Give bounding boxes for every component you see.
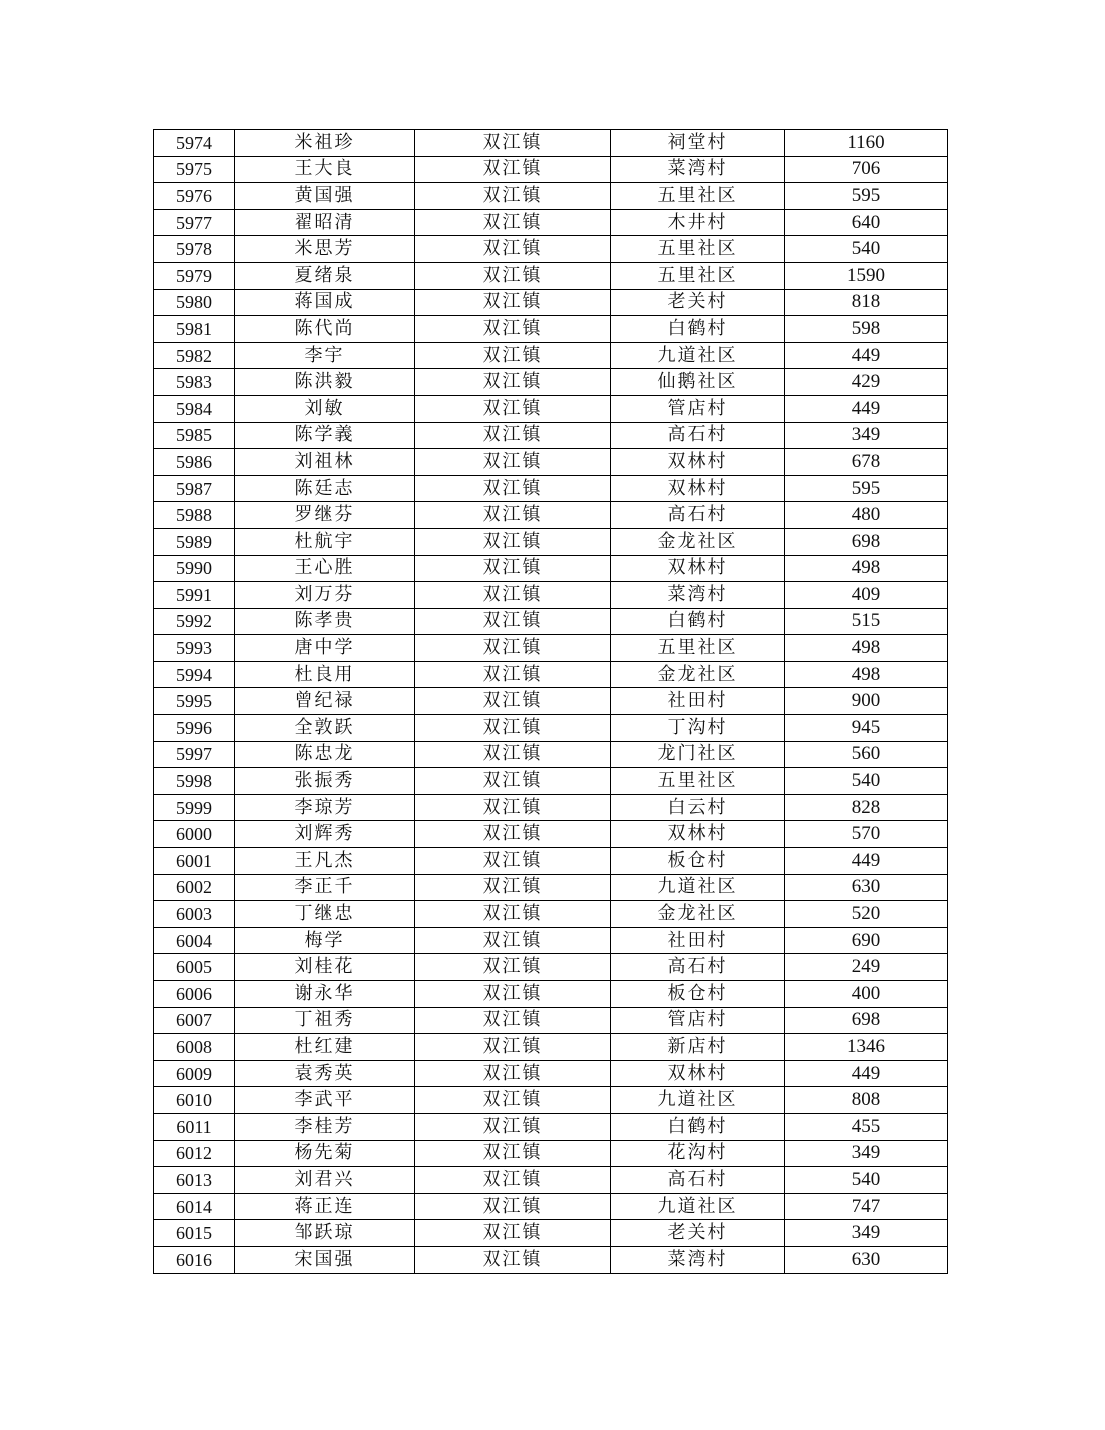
table-row <box>154 1087 948 1114</box>
row-number-cell: 5993 <box>154 635 235 662</box>
amount-cell: 498 <box>785 635 948 662</box>
person-name-cell: 米祖珍 <box>235 130 415 157</box>
person-name-cell: 丁祖秀 <box>235 1007 415 1034</box>
town-cell: 双江镇 <box>415 981 611 1008</box>
row-number-cell: 5978 <box>154 236 235 263</box>
table-row <box>154 316 948 343</box>
person-name-cell: 陈忠龙 <box>235 741 415 768</box>
row-number-cell: 5995 <box>154 688 235 715</box>
village-cell: 高石村 <box>611 422 785 449</box>
table-row <box>154 1167 948 1194</box>
table-row <box>154 342 948 369</box>
village-cell: 九道社区 <box>611 342 785 369</box>
row-number-cell: 6007 <box>154 1007 235 1034</box>
row-number-cell: 6014 <box>154 1193 235 1220</box>
person-name-cell: 谢永华 <box>235 981 415 1008</box>
town-cell: 双江镇 <box>415 1007 611 1034</box>
town-cell: 双江镇 <box>415 1113 611 1140</box>
person-name-cell: 王心胜 <box>235 555 415 582</box>
person-name-cell: 刘敏 <box>235 395 415 422</box>
row-number-cell: 5987 <box>154 475 235 502</box>
person-name-cell: 丁继忠 <box>235 901 415 928</box>
table-row <box>154 555 948 582</box>
person-name-cell: 陈孝贵 <box>235 608 415 635</box>
table-row <box>154 582 948 609</box>
person-name-cell: 刘桂花 <box>235 954 415 981</box>
person-name-cell: 陈代尚 <box>235 316 415 343</box>
person-name-cell: 宋国强 <box>235 1246 415 1273</box>
town-cell: 双江镇 <box>415 1087 611 1114</box>
amount-cell: 560 <box>785 741 948 768</box>
village-cell: 高石村 <box>611 502 785 529</box>
row-number-cell: 5986 <box>154 449 235 476</box>
town-cell: 双江镇 <box>415 130 611 157</box>
row-number-cell: 5984 <box>154 395 235 422</box>
person-name-cell: 李桂芳 <box>235 1113 415 1140</box>
village-cell: 祠堂村 <box>611 130 785 157</box>
amount-cell: 570 <box>785 821 948 848</box>
town-cell: 双江镇 <box>415 661 611 688</box>
table-row <box>154 1193 948 1220</box>
village-cell: 管店村 <box>611 1007 785 1034</box>
village-cell: 新店村 <box>611 1034 785 1061</box>
person-name-cell: 王凡杰 <box>235 848 415 875</box>
town-cell: 双江镇 <box>415 768 611 795</box>
row-number-cell: 6011 <box>154 1113 235 1140</box>
person-name-cell: 李琼芳 <box>235 794 415 821</box>
amount-cell: 349 <box>785 1220 948 1247</box>
table-row <box>154 236 948 263</box>
amount-cell: 698 <box>785 1007 948 1034</box>
table-row <box>154 874 948 901</box>
village-cell: 白鹤村 <box>611 608 785 635</box>
person-name-cell: 李正千 <box>235 874 415 901</box>
table-row <box>154 1220 948 1247</box>
row-number-cell: 6000 <box>154 821 235 848</box>
table-row <box>154 768 948 795</box>
town-cell: 双江镇 <box>415 821 611 848</box>
person-name-cell: 梅学 <box>235 927 415 954</box>
amount-cell: 400 <box>785 981 948 1008</box>
town-cell: 双江镇 <box>415 449 611 476</box>
person-name-cell: 陈廷志 <box>235 475 415 502</box>
table-row <box>154 688 948 715</box>
amount-cell: 409 <box>785 582 948 609</box>
amount-cell: 595 <box>785 183 948 210</box>
village-cell: 双林村 <box>611 1060 785 1087</box>
table-row <box>154 502 948 529</box>
person-name-cell: 刘辉秀 <box>235 821 415 848</box>
table-row <box>154 449 948 476</box>
person-name-cell: 唐中学 <box>235 635 415 662</box>
table-row <box>154 369 948 396</box>
person-name-cell: 全敦跃 <box>235 715 415 742</box>
row-number-cell: 5974 <box>154 130 235 157</box>
row-number-cell: 5999 <box>154 794 235 821</box>
row-number-cell: 5997 <box>154 741 235 768</box>
table-row <box>154 1007 948 1034</box>
village-cell: 高石村 <box>611 1167 785 1194</box>
table-row <box>154 395 948 422</box>
town-cell: 双江镇 <box>415 369 611 396</box>
person-name-cell: 张振秀 <box>235 768 415 795</box>
town-cell: 双江镇 <box>415 1034 611 1061</box>
table-row <box>154 927 948 954</box>
row-number-cell: 6015 <box>154 1220 235 1247</box>
village-cell: 金龙社区 <box>611 661 785 688</box>
amount-cell: 498 <box>785 661 948 688</box>
row-number-cell: 6006 <box>154 981 235 1008</box>
row-number-cell: 6001 <box>154 848 235 875</box>
amount-cell: 480 <box>785 502 948 529</box>
town-cell: 双江镇 <box>415 342 611 369</box>
person-name-cell: 邹跃琼 <box>235 1220 415 1247</box>
row-number-cell: 6003 <box>154 901 235 928</box>
table-row <box>154 1113 948 1140</box>
village-cell: 管店村 <box>611 395 785 422</box>
amount-cell: 598 <box>785 316 948 343</box>
row-number-cell: 5982 <box>154 342 235 369</box>
town-cell: 双江镇 <box>415 475 611 502</box>
town-cell: 双江镇 <box>415 635 611 662</box>
amount-cell: 747 <box>785 1193 948 1220</box>
table-row <box>154 715 948 742</box>
village-cell: 板仓村 <box>611 981 785 1008</box>
table-row <box>154 1060 948 1087</box>
town-cell: 双江镇 <box>415 502 611 529</box>
table-row <box>154 901 948 928</box>
table-row <box>154 209 948 236</box>
town-cell: 双江镇 <box>415 422 611 449</box>
person-name-cell: 曾纪禄 <box>235 688 415 715</box>
person-name-cell: 陈洪毅 <box>235 369 415 396</box>
person-name-cell: 蒋国成 <box>235 289 415 316</box>
table-row <box>154 848 948 875</box>
amount-cell: 455 <box>785 1113 948 1140</box>
table-row <box>154 130 948 157</box>
person-name-cell: 黄国强 <box>235 183 415 210</box>
town-cell: 双江镇 <box>415 289 611 316</box>
table-row <box>154 156 948 183</box>
village-cell: 龙门社区 <box>611 741 785 768</box>
amount-cell: 690 <box>785 927 948 954</box>
table-row <box>154 741 948 768</box>
person-name-cell: 李武平 <box>235 1087 415 1114</box>
amount-cell: 630 <box>785 1246 948 1273</box>
roster-table <box>153 129 948 1274</box>
person-name-cell: 米思芳 <box>235 236 415 263</box>
village-cell: 双林村 <box>611 475 785 502</box>
village-cell: 双林村 <box>611 449 785 476</box>
town-cell: 双江镇 <box>415 209 611 236</box>
town-cell: 双江镇 <box>415 688 611 715</box>
person-name-cell: 李宇 <box>235 342 415 369</box>
amount-cell: 640 <box>785 209 948 236</box>
amount-cell: 249 <box>785 954 948 981</box>
town-cell: 双江镇 <box>415 582 611 609</box>
table-row <box>154 289 948 316</box>
person-name-cell: 翟昭清 <box>235 209 415 236</box>
person-name-cell: 刘祖林 <box>235 449 415 476</box>
town-cell: 双江镇 <box>415 954 611 981</box>
village-cell: 板仓村 <box>611 848 785 875</box>
village-cell: 金龙社区 <box>611 528 785 555</box>
person-name-cell: 杜良用 <box>235 661 415 688</box>
town-cell: 双江镇 <box>415 1220 611 1247</box>
amount-cell: 449 <box>785 848 948 875</box>
town-cell: 双江镇 <box>415 316 611 343</box>
village-cell: 双林村 <box>611 821 785 848</box>
amount-cell: 515 <box>785 608 948 635</box>
town-cell: 双江镇 <box>415 156 611 183</box>
amount-cell: 945 <box>785 715 948 742</box>
person-name-cell: 杜红建 <box>235 1034 415 1061</box>
person-name-cell: 杜航宇 <box>235 528 415 555</box>
village-cell: 菜湾村 <box>611 1246 785 1273</box>
village-cell: 五里社区 <box>611 635 785 662</box>
table-row <box>154 608 948 635</box>
town-cell: 双江镇 <box>415 901 611 928</box>
village-cell: 五里社区 <box>611 262 785 289</box>
table-row <box>154 422 948 449</box>
village-cell: 老关村 <box>611 289 785 316</box>
village-cell: 木井村 <box>611 209 785 236</box>
town-cell: 双江镇 <box>415 608 611 635</box>
row-number-cell: 5981 <box>154 316 235 343</box>
table-row <box>154 1140 948 1167</box>
village-cell: 社田村 <box>611 688 785 715</box>
village-cell: 白云村 <box>611 794 785 821</box>
village-cell: 九道社区 <box>611 1193 785 1220</box>
village-cell: 五里社区 <box>611 768 785 795</box>
table-row <box>154 821 948 848</box>
amount-cell: 429 <box>785 369 948 396</box>
person-name-cell: 刘万芬 <box>235 582 415 609</box>
person-name-cell: 罗继芬 <box>235 502 415 529</box>
town-cell: 双江镇 <box>415 794 611 821</box>
row-number-cell: 5976 <box>154 183 235 210</box>
amount-cell: 706 <box>785 156 948 183</box>
amount-cell: 540 <box>785 236 948 263</box>
table-row <box>154 475 948 502</box>
row-number-cell: 6009 <box>154 1060 235 1087</box>
row-number-cell: 6005 <box>154 954 235 981</box>
row-number-cell: 6002 <box>154 874 235 901</box>
amount-cell: 540 <box>785 768 948 795</box>
table-row <box>154 954 948 981</box>
row-number-cell: 5998 <box>154 768 235 795</box>
amount-cell: 828 <box>785 794 948 821</box>
person-name-cell: 王大良 <box>235 156 415 183</box>
table-row <box>154 981 948 1008</box>
row-number-cell: 5996 <box>154 715 235 742</box>
amount-cell: 520 <box>785 901 948 928</box>
row-number-cell: 5979 <box>154 262 235 289</box>
table-row <box>154 262 948 289</box>
village-cell: 丁沟村 <box>611 715 785 742</box>
table-row <box>154 661 948 688</box>
village-cell: 社田村 <box>611 927 785 954</box>
town-cell: 双江镇 <box>415 236 611 263</box>
village-cell: 花沟村 <box>611 1140 785 1167</box>
village-cell: 仙鹅社区 <box>611 369 785 396</box>
row-number-cell: 5977 <box>154 209 235 236</box>
person-name-cell: 蒋正连 <box>235 1193 415 1220</box>
village-cell: 双林村 <box>611 555 785 582</box>
table-row <box>154 528 948 555</box>
row-number-cell: 6008 <box>154 1034 235 1061</box>
amount-cell: 698 <box>785 528 948 555</box>
town-cell: 双江镇 <box>415 528 611 555</box>
row-number-cell: 6004 <box>154 927 235 954</box>
town-cell: 双江镇 <box>415 183 611 210</box>
row-number-cell: 5983 <box>154 369 235 396</box>
row-number-cell: 5990 <box>154 555 235 582</box>
town-cell: 双江镇 <box>415 1060 611 1087</box>
row-number-cell: 5988 <box>154 502 235 529</box>
village-cell: 老关村 <box>611 1220 785 1247</box>
row-number-cell: 6010 <box>154 1087 235 1114</box>
person-name-cell: 夏绪泉 <box>235 262 415 289</box>
table-row <box>154 794 948 821</box>
row-number-cell: 5975 <box>154 156 235 183</box>
row-number-cell: 5980 <box>154 289 235 316</box>
amount-cell: 630 <box>785 874 948 901</box>
amount-cell: 349 <box>785 1140 948 1167</box>
town-cell: 双江镇 <box>415 1140 611 1167</box>
town-cell: 双江镇 <box>415 927 611 954</box>
town-cell: 双江镇 <box>415 741 611 768</box>
table-row <box>154 183 948 210</box>
row-number-cell: 5994 <box>154 661 235 688</box>
town-cell: 双江镇 <box>415 1246 611 1273</box>
amount-cell: 595 <box>785 475 948 502</box>
village-cell: 五里社区 <box>611 183 785 210</box>
amount-cell: 1590 <box>785 262 948 289</box>
village-cell: 五里社区 <box>611 236 785 263</box>
amount-cell: 449 <box>785 1060 948 1087</box>
village-cell: 白鹤村 <box>611 1113 785 1140</box>
row-number-cell: 6016 <box>154 1246 235 1273</box>
village-cell: 菜湾村 <box>611 156 785 183</box>
amount-cell: 540 <box>785 1167 948 1194</box>
row-number-cell: 6012 <box>154 1140 235 1167</box>
town-cell: 双江镇 <box>415 1167 611 1194</box>
row-number-cell: 5992 <box>154 608 235 635</box>
row-number-cell: 5989 <box>154 528 235 555</box>
person-name-cell: 刘君兴 <box>235 1167 415 1194</box>
village-cell: 金龙社区 <box>611 901 785 928</box>
town-cell: 双江镇 <box>415 395 611 422</box>
table-row <box>154 635 948 662</box>
amount-cell: 498 <box>785 555 948 582</box>
person-name-cell: 陈学義 <box>235 422 415 449</box>
amount-cell: 349 <box>785 422 948 449</box>
person-name-cell: 袁秀英 <box>235 1060 415 1087</box>
town-cell: 双江镇 <box>415 262 611 289</box>
amount-cell: 808 <box>785 1087 948 1114</box>
row-number-cell: 5991 <box>154 582 235 609</box>
town-cell: 双江镇 <box>415 1193 611 1220</box>
row-number-cell: 5985 <box>154 422 235 449</box>
amount-cell: 449 <box>785 395 948 422</box>
village-cell: 九道社区 <box>611 874 785 901</box>
row-number-cell: 6013 <box>154 1167 235 1194</box>
town-cell: 双江镇 <box>415 715 611 742</box>
roster-table-body <box>154 130 948 1274</box>
town-cell: 双江镇 <box>415 848 611 875</box>
amount-cell: 818 <box>785 289 948 316</box>
village-cell: 九道社区 <box>611 1087 785 1114</box>
amount-cell: 1346 <box>785 1034 948 1061</box>
amount-cell: 1160 <box>785 130 948 157</box>
town-cell: 双江镇 <box>415 555 611 582</box>
person-name-cell: 杨先菊 <box>235 1140 415 1167</box>
amount-cell: 900 <box>785 688 948 715</box>
village-cell: 高石村 <box>611 954 785 981</box>
amount-cell: 678 <box>785 449 948 476</box>
amount-cell: 449 <box>785 342 948 369</box>
village-cell: 白鹤村 <box>611 316 785 343</box>
village-cell: 菜湾村 <box>611 582 785 609</box>
table-row <box>154 1034 948 1061</box>
town-cell: 双江镇 <box>415 874 611 901</box>
table-row <box>154 1246 948 1273</box>
